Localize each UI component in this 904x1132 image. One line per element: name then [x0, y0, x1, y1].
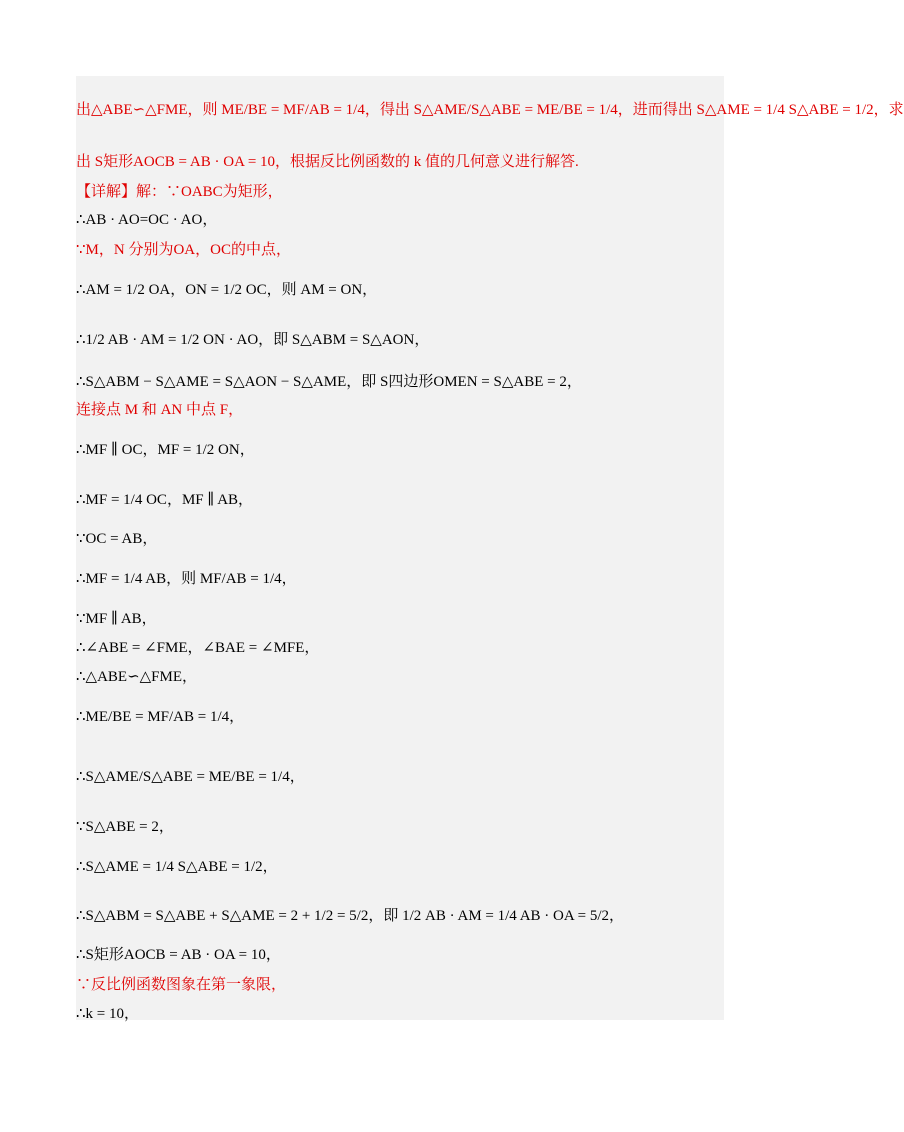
line-20: ∴S△AME = 1/4 S△ABE = 1/2， — [76, 859, 278, 875]
line-14: ∵MF ∥ AB， — [76, 611, 157, 627]
line-24: ∴k = 10， — [76, 1006, 140, 1022]
line-4: ∴AB · AO=OC · AO， — [76, 212, 218, 228]
line-7: ∴1/2 AB · AM = 1/2 ON · AO，即 S△ABM = S△AON， — [76, 332, 430, 348]
line-15: ∴∠ABE = ∠FME，∠BAE = ∠MFE， — [76, 640, 320, 656]
line-21: ∴S△ABM = S△ABE + S△AME = 2 + 1/2 = 5/2，即 1/2 AB · AM = 1/4 AB · OA = 5/2， — [76, 908, 625, 924]
line-3: 【详解】解：∵OABC为矩形， — [76, 184, 283, 200]
line-6: ∴AM = 1/2 OA，ON = 1/2 OC，则 AM = ON， — [76, 282, 378, 298]
line-1: 出△ABE∽△FME，则 ME/BE = MF/AB = 1/4，得出 S△AME/S△ABE = ME/BE = 1/4，进而得出 S△AME = 1/4 S△ABE = 1/2，求 — [76, 102, 904, 118]
line-9: 连接点 M 和 AN 中点 F， — [76, 402, 244, 418]
line-18: ∴S△AME/S△ABE = ME/BE = 1/4， — [76, 769, 305, 785]
line-8: ∴S△ABM − S△AME = S△AON − S△AME，即 S四边形OMEN = S△ABE = 2， — [76, 374, 582, 390]
line-12: ∵OC = AB， — [76, 531, 158, 547]
line-16: ∴△ABE∽△FME， — [76, 669, 198, 685]
line-10: ∴MF ∥ OC，MF = 1/2 ON， — [76, 442, 255, 458]
line-2: 出 S矩形AOCB = AB · OA = 10，根据反比例函数的 k 值的几何意义进行解答. — [76, 154, 579, 170]
line-22: ∴S矩形AOCB = AB · OA = 10， — [76, 947, 281, 963]
line-23: ∵反比例函数图象在第一象限， — [76, 977, 287, 993]
line-5: ∵M，N 分别为OA，OC的中点， — [76, 242, 291, 258]
line-17: ∴ME/BE = MF/AB = 1/4， — [76, 709, 245, 725]
line-19: ∵S△ABE = 2， — [76, 819, 174, 835]
line-13: ∴MF = 1/4 AB，则 MF/AB = 1/4， — [76, 571, 297, 587]
line-11: ∴MF = 1/4 OC，MF ∥ AB， — [76, 492, 254, 508]
